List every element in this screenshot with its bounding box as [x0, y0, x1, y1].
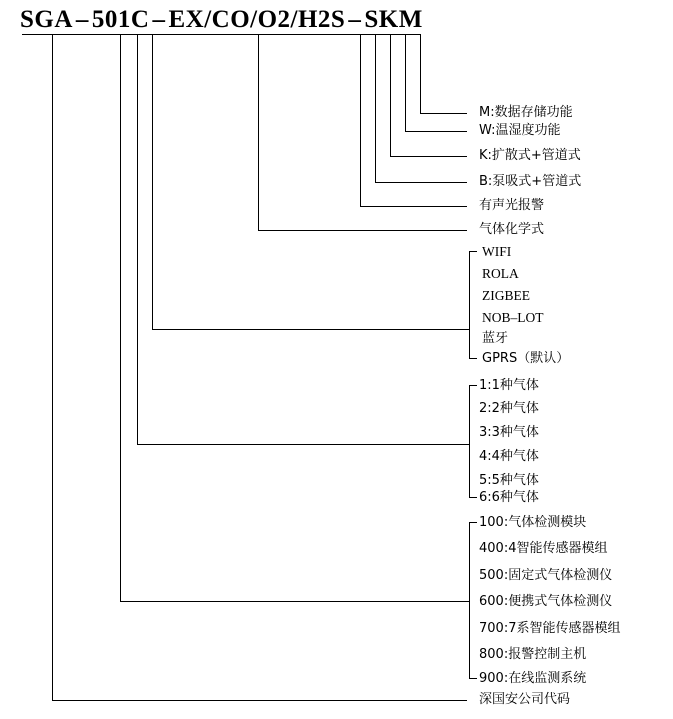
code-underline	[22, 34, 421, 35]
code-segment-gases: EX/CO/O2/H2S	[168, 6, 346, 33]
leader-horizontal-series	[120, 601, 470, 602]
code-dash-2: –	[152, 6, 166, 33]
label-gas-count-1: 1:1种气体	[479, 378, 539, 393]
code-dash-1: –	[75, 6, 89, 33]
label-company-code: 深国安公司代码	[479, 692, 571, 707]
leader-horizontal-comm	[152, 329, 470, 330]
label-series-700: 700:7系智能传感器模组	[479, 621, 621, 636]
leader-horizontal-m	[420, 113, 467, 114]
label-gas-count-4: 4:4种气体	[479, 449, 539, 464]
leader-vertical-comm	[152, 34, 153, 329]
series-bracket-top	[469, 522, 477, 523]
leader-vertical-gas-chem	[258, 34, 259, 230]
leader-vertical-alarm	[360, 34, 361, 206]
label-gas-count-5: 5:5种气体	[479, 473, 539, 488]
leader-vertical-gas-count	[137, 34, 138, 444]
gas-count-bracket	[469, 385, 470, 498]
comm-bracket-top	[469, 251, 477, 252]
leader-vertical-w	[405, 34, 406, 131]
code-segment-series: 501C	[91, 6, 150, 33]
label-comm-bluetooth: 蓝牙	[482, 331, 509, 346]
leader-horizontal-b	[375, 182, 467, 183]
leader-horizontal-alarm	[360, 206, 467, 207]
code-segment-options: SKM	[364, 6, 423, 33]
label-series-400: 400:4智能传感器模组	[479, 541, 608, 556]
leader-horizontal-k	[390, 156, 467, 157]
leader-vertical-k	[390, 34, 391, 156]
series-bracket-bottom	[469, 678, 477, 679]
label-gas-count-2: 2:2种气体	[479, 401, 539, 416]
leader-horizontal-gas-chem	[258, 230, 467, 231]
gas-count-bracket-top	[469, 385, 477, 386]
label-comm-nblot: NOB–LOT	[482, 310, 544, 325]
label-sampling-b: B:泵吸式+管道式	[479, 174, 582, 189]
comm-bracket-bottom	[469, 358, 477, 359]
label-storage-w: W:温湿度功能	[479, 123, 561, 138]
leader-horizontal-w	[405, 131, 467, 132]
label-alarm: 有声光报警	[479, 198, 545, 213]
code-dash-3: –	[348, 6, 362, 33]
leader-vertical-m	[420, 34, 421, 113]
label-gas-chemistry: 气体化学式	[479, 222, 545, 237]
leader-vertical-company	[52, 34, 53, 700]
comm-bracket	[469, 251, 470, 359]
model-code-title	[20, 6, 423, 34]
label-series-600: 600:便携式气体检测仪	[479, 594, 613, 609]
label-gas-count-6: 6:6种气体	[479, 490, 539, 505]
label-storage-m: M:数据存储功能	[479, 105, 573, 120]
series-bracket	[469, 522, 470, 679]
leader-horizontal-gas-count	[137, 444, 470, 445]
label-series-500: 500:固定式气体检测仪	[479, 568, 613, 583]
label-series-900: 900:在线监测系统	[479, 671, 587, 686]
code-segment-brand: SGA	[20, 6, 73, 33]
label-series-100: 100:气体检测模块	[479, 515, 587, 530]
label-comm-zigbee: ZIGBEE	[482, 288, 530, 303]
label-comm-rola: ROLA	[482, 266, 519, 281]
gas-count-bracket-bottom	[469, 497, 477, 498]
leader-vertical-b	[375, 34, 376, 182]
leader-horizontal-company	[52, 700, 467, 701]
label-gas-count-3: 3:3种气体	[479, 425, 539, 440]
label-series-800: 800:报警控制主机	[479, 647, 587, 662]
leader-vertical-series	[120, 34, 121, 601]
label-comm-wifi: WIFI	[482, 244, 512, 259]
label-sampling-k: K:扩散式+管道式	[479, 148, 581, 163]
label-comm-gprs: GPRS（默认）	[482, 351, 570, 366]
